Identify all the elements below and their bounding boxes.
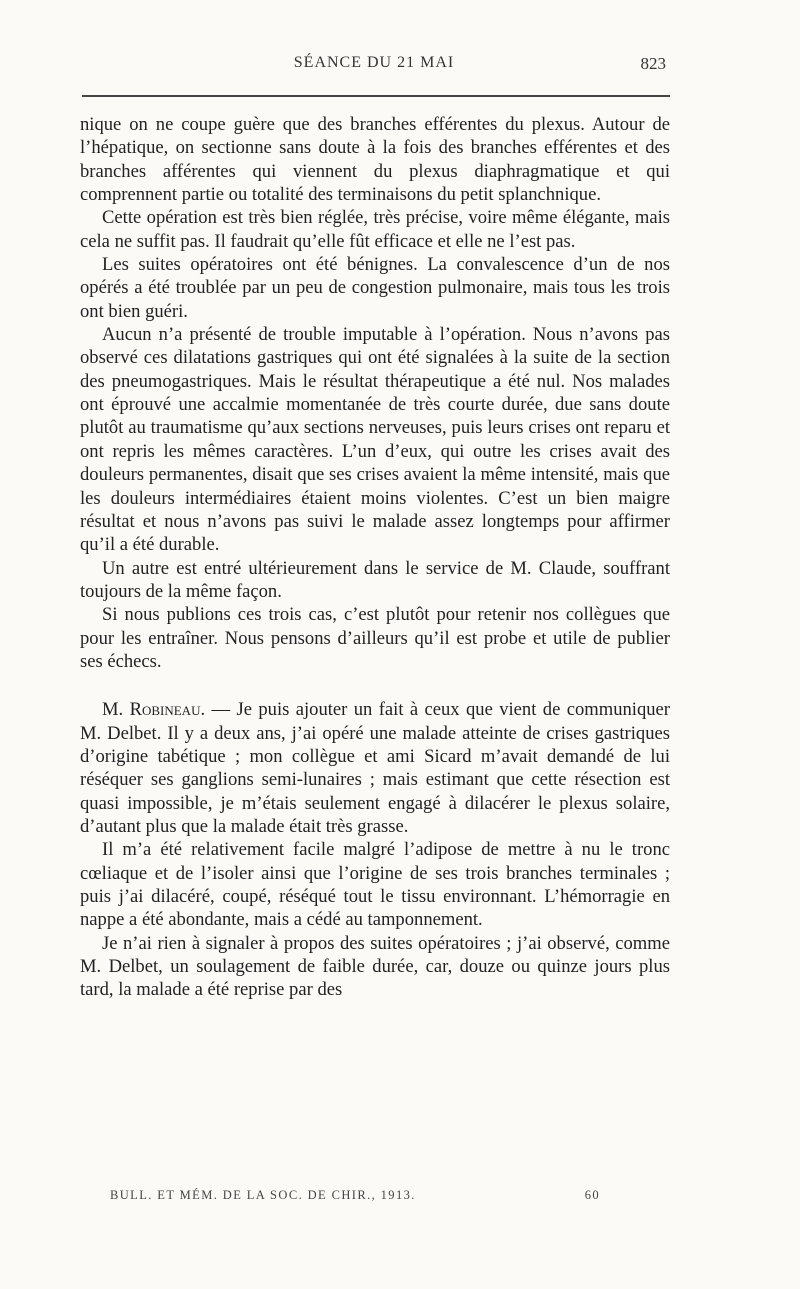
- article-body: [80, 113, 670, 1002]
- paragraph: Je n’ai rien à signaler à propos des suites opératoires ; j’ai observé, comme M. Delbet, un soulagement de faible durée, car, douze ou quinze jours plus tard, la malade a été reprise par des: [80, 932, 670, 1001]
- paragraph: Si nous publions ces trois cas, c’est plutôt pour retenir nos collègues que pour les entraîner. Nous pensons d’ailleurs qu’il est probe et utile de publier ses échecs.: [80, 604, 670, 672]
- paragraph: Un autre est entré ultérieurement dans le service de M. Claude, souffrant toujours de la même façon.: [80, 557, 670, 602]
- paragraph: Aucun n’a présenté de trouble imputable à l’opération. Nous n’avons pas observé ces dilatations gastriques qui ont été signalées à la suite de la section des pneumogastriques. Mais le résultat thérapeutique a été nul. Nos malades ont éprouvé une accalmie momentanée de très courte durée, due sans doute plutôt au traumatisme qu’aux sections nerveuses, puis leurs crises ont reparu et ont repris les mêmes caractères. L’un d’eux, qui outre les crises avait des douleurs permanentes, disait que ses crises avaient la même intensité, mais que les douleurs intermédiaires étaient moins violentes. C’est un bien maigre résultat et nous n’avons pas suivi le malade assez longtemps pour affirmer qu’il a été durable.: [80, 324, 670, 556]
- discussion-paragraph: [80, 698, 670, 838]
- page-footer: [110, 1188, 600, 1203]
- page-number: 823: [640, 54, 666, 73]
- paragraph: Les suites opératoires ont été bénignes. La convalescence d’un de nos opérés a été troublée par un peu de congestion pulmonaire, mais tous les trois ont bien guéri.: [80, 254, 670, 322]
- header-rule: [82, 95, 670, 97]
- running-title: SÉANCE DU 21 MAI: [293, 54, 455, 71]
- speaker-name: M. Robineau.: [102, 699, 206, 721]
- paragraph: Il m’a été relativement facile malgré l’adipose de mettre à nu le tronc cœliaque et de l’isoler ainsi que l’origine de ses trois branches terminales ; puis j’ai dilacéré, coupé, réséqué tout le tissu environnant. L’hémorragie en nappe a été abondante, mais a cédé au tamponnement.: [80, 839, 670, 931]
- page-header: [80, 54, 668, 78]
- signature-mark: 60: [584, 1188, 600, 1202]
- paragraph: Cette opération est très bien réglée, très précise, voire même élégante, mais cela ne suffit pas. Il faudrait qu’elle fût efficace et elle ne l’est pas.: [80, 207, 670, 252]
- section-gap: [80, 673, 670, 698]
- discussion-text: — Je puis ajouter un fait à ceux que vient de communiquer M. Delbet. Il y a deux ans, j’ai opéré une malade atteinte de crises gastriques d’origine tabétique ; mon collègue et ami Sicard m’avait demandé de lui réséquer ses ganglions semi-lunaires ; mais estimant que cette résection est quasi impossible, je m’étais seulement engagé à dilacérer le plexus solaire, d’autant plus que la malade était très grasse.: [80, 699, 670, 837]
- footer-citation: BULL. ET MÉM. DE LA SOC. DE CHIR., 1913.: [110, 1188, 416, 1202]
- paragraph: nique on ne coupe guère que des branches efférentes du plexus. Autour de l’hépatique, on sectionne sans doute à la fois des branches efférentes et des branches afférentes qui viennent du plexus diaphragmatique et qui comprennent partie ou totalité des terminaisons du petit splanchnique.: [80, 114, 670, 206]
